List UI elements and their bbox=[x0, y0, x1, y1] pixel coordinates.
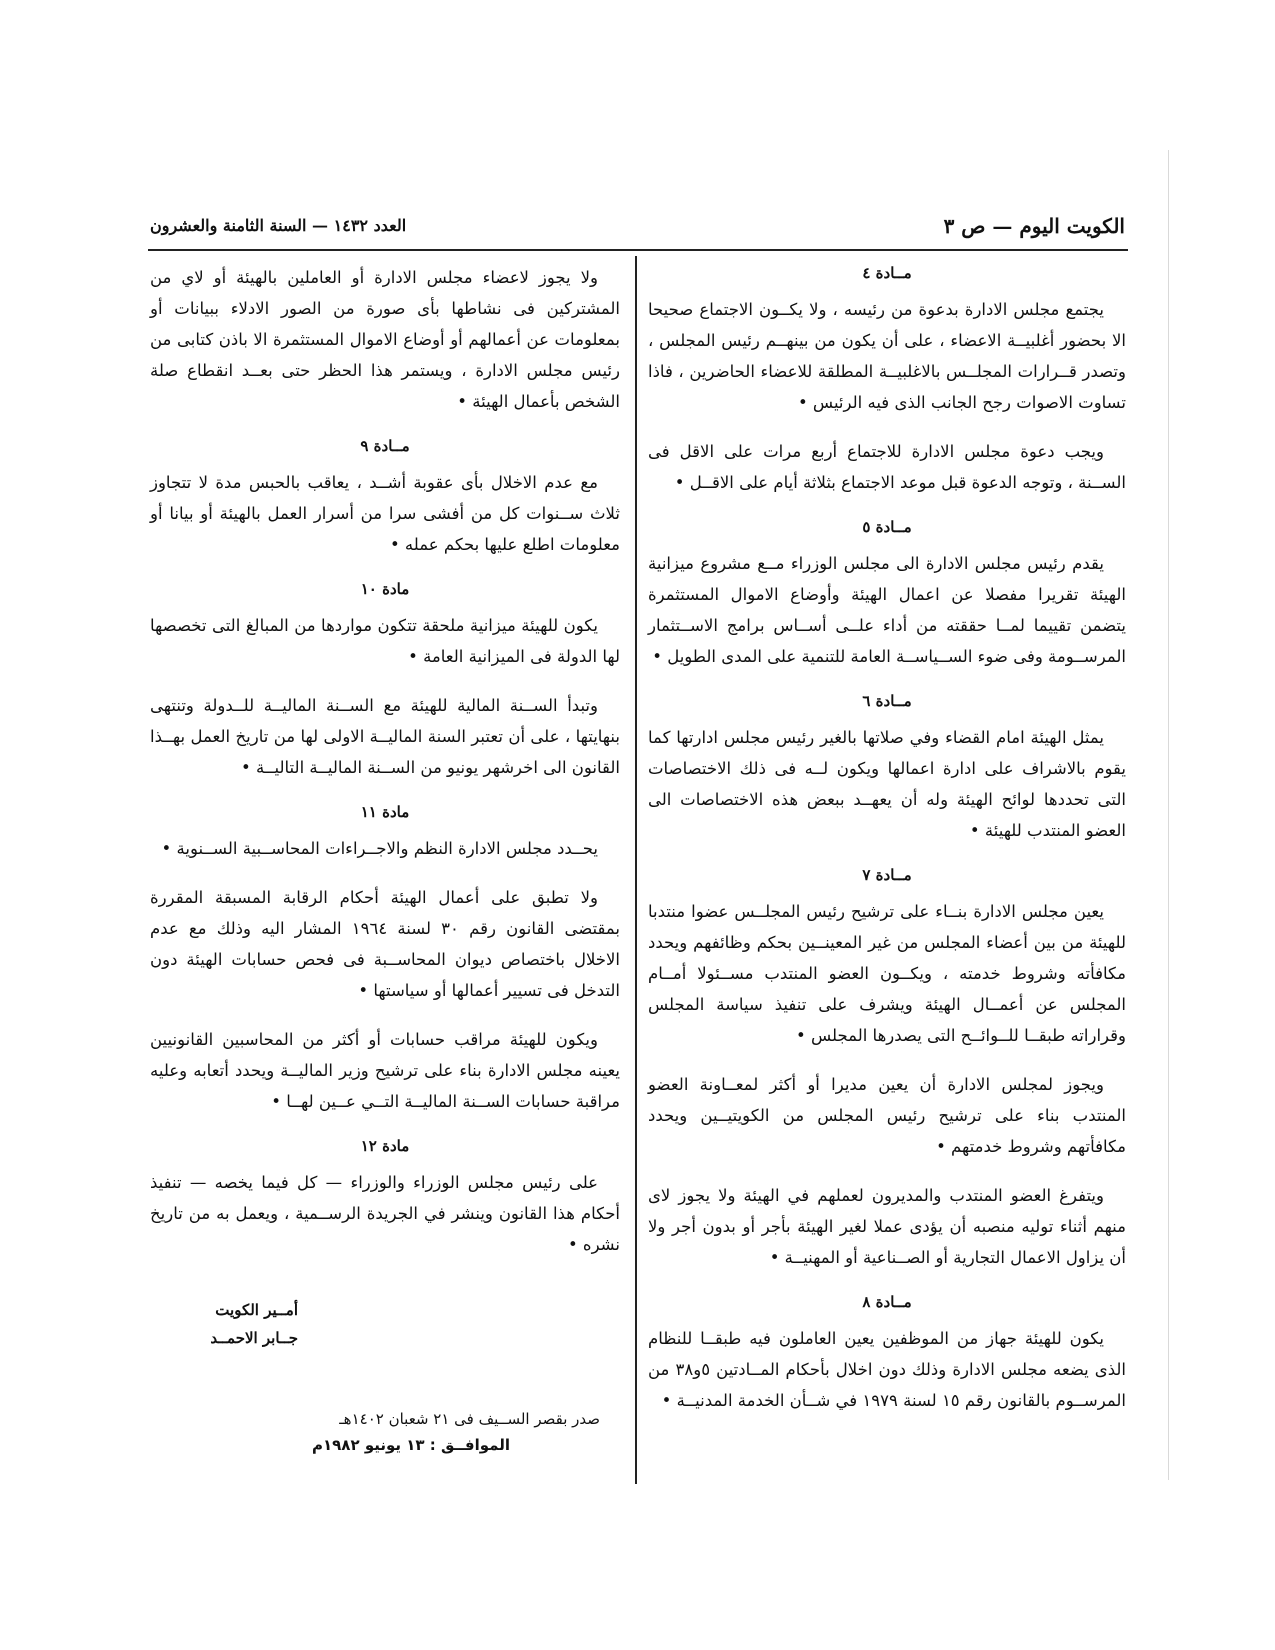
article-block bbox=[648, 262, 1126, 498]
article-heading: مــادة ٧ bbox=[862, 866, 912, 884]
article-block bbox=[648, 690, 1126, 846]
article-paragraph: مع عدم الاخلال بأى عقوبة أشــد ، يعاقب بالحبس مدة لا تتجاوز ثلاث ســنوات كل من أفشى سرا من أسرار العمل بالهيئة أو بيانا أو معلومات اطلع عليها بحكم عمله • bbox=[150, 473, 620, 554]
article-block bbox=[648, 864, 1126, 1273]
article-paragraph: يجتمع مجلس الادارة بدعوة من رئيسه ، ولا يكــون الاجتماع صحيحا الا بحضور أغلبيــة الاعضاء ، على أن يكون من بينهــم رئيس المجلس ، وتصدر قــرارات المجلــس بالاغلبيــة المطلقة للاعضاء الحاضرين ، فاذا تساوت الاصوات رجح الجانب الذى فيه الرئيس • bbox=[648, 300, 1126, 412]
issued-corresponding-date: الموافــق : ١٣ يونيو ١٩٨٢م bbox=[312, 1436, 510, 1454]
header-rule bbox=[148, 249, 1128, 251]
article-block bbox=[150, 1135, 620, 1260]
article-paragraph: ويكون للهيئة مراقب حسابات أو أكثر من المحاسبين القانونيين يعينه مجلس الادارة بناء على ترشيح وزير الماليــة ويحدد أتعابه وعليه مراقبة حسابات الســنة الماليــة التــي عــين لهــا • bbox=[150, 1030, 620, 1111]
article-paragraph: يمثل الهيئة امام القضاء وفي صلاتها بالغير رئيس مجلس ادارتها كما يقوم بالاشراف على ادارة اعمالها ويكون لــه فى ذلك الاختصاصات التى تحددها لوائح الهيئة وله أن يعهــد ببعض هذه الاختصاصات الى العضو المنتدب للهيئة • bbox=[648, 728, 1126, 840]
issued-block bbox=[230, 1406, 600, 1458]
left-column bbox=[150, 262, 620, 1278]
article-block bbox=[150, 801, 620, 1117]
article-block bbox=[150, 262, 620, 417]
article-heading: مادة ١٠ bbox=[360, 580, 410, 598]
article-paragraph: يقدم رئيس مجلس الادارة الى مجلس الوزراء مــع مشروع ميزانية الهيئة تقريرا مفصلا عن اعمال الهيئة وأوضاع الاموال المستثمرة يتضمن تقييما لمــا حققته من أداء علــى أســاس برامج الاســتثمار المرســومة وفى ضوء الســياســة العامة للتنمية على المدى الطويل • bbox=[648, 554, 1126, 666]
article-paragraph: ويجب دعوة مجلس الادارة للاجتماع أربع مرات على الاقل فى الســنة ، وتوجه الدعوة قبل موعد الاجتماع بثلاثة أيام على الاقــل • bbox=[648, 442, 1126, 492]
article-paragraph: يعين مجلس الادارة بنــاء على ترشيح رئيس المجلــس عضوا منتدبا للهيئة من بين أعضاء المجلس من غير المعينــين بحكم وظائفهم ويحدد مكافأته وشروط خدمته ، ويكــون العضو المنتدب مســئولا أمــام المجلس عن أعمــال الهيئة ويشرف على تنفيذ سياسة المجلس وقراراته طبقــا للــوائــح التى يصدرها المجلس • bbox=[648, 902, 1126, 1045]
article-heading: مــادة ٨ bbox=[862, 1293, 912, 1311]
scan-edge-line bbox=[1168, 150, 1169, 1480]
article-paragraph: وتبدأ الســنة المالية للهيئة مع الســنة الماليــة للــدولة وتنتهى بنهايتها ، على أن تعتبر السنة الماليــة الاولى لها من تاريخ العمل بهــذا القانون الى اخرشهر يونيو من الســنة الماليــة التاليــة • bbox=[150, 696, 620, 777]
issued-place-date: صدر بقصر الســيف فى ٢١ شعبان ١٤٠٢هـ bbox=[339, 1410, 600, 1428]
article-heading: مــادة ٥ bbox=[862, 518, 912, 536]
article-block bbox=[150, 578, 620, 783]
page-header-issue: العدد ١٤٣٢ — السنة الثامنة والعشرون bbox=[150, 216, 407, 235]
signature-block bbox=[138, 1296, 298, 1352]
column-divider bbox=[635, 256, 637, 1484]
article-block bbox=[648, 516, 1126, 672]
article-paragraph: على رئيس مجلس الوزراء والوزراء — كل فيما يخصه — تنفيذ أحكام هذا القانون وينشر في الجريدة الرســمية ، ويعمل به من تاريخ نشره • bbox=[150, 1173, 620, 1254]
article-heading: مادة ١٢ bbox=[360, 1137, 410, 1155]
signature-title: أمــير الكويت bbox=[215, 1301, 298, 1319]
right-column bbox=[648, 262, 1126, 1434]
article-heading: مادة ١١ bbox=[360, 803, 410, 821]
article-heading: مــادة ٩ bbox=[360, 437, 410, 455]
article-paragraph: ويجوز لمجلس الادارة أن يعين مديرا أو أكثر لمعــاونة العضو المنتدب بناء على ترشيح رئيس المجلس من الكويتيــين ويحدد مكافأتهم وشروط خدمتهم • bbox=[648, 1075, 1126, 1156]
article-paragraph: ولا يجوز لاعضاء مجلس الادارة أو العاملين بالهيئة أو لاي من المشتركين فى نشاطها بأى صورة من الصور الادلاء ببيانات أو بمعلومات عن أعمالهم أو أوضاع الاموال المستثمرة الا باذن كتابى من رئيس مجلس الادارة ، ويستمر هذا الحظر حتى بعــد انقطاع صلة الشخص بأعمال الهيئة • bbox=[150, 268, 620, 411]
page-header-title: الكويت اليوم — ص ٣ bbox=[943, 214, 1125, 238]
article-paragraph: يكون للهيئة جهاز من الموظفين يعين العاملون فيه طبقــا للنظام الذى يضعه مجلس الادارة وذلك دون اخلال بأحكام المــادتين ٥و٣٨ من المرســوم بالقانون رقم ١٥ لسنة ١٩٧٩ في شــأن الخدمة المدنيــة • bbox=[648, 1329, 1126, 1410]
article-paragraph: ويتفرغ العضو المنتدب والمديرون لعملهم في الهيئة ولا يجوز لاى منهم أثناء توليه منصبه أن يؤدى عملا لغير الهيئة بأجر أو بدون أجر ولا أن يزاول الاعمال التجارية أو الصــناعية أو المهنيــة • bbox=[648, 1186, 1126, 1267]
article-paragraph: ولا تطبق على أعمال الهيئة أحكام الرقابة المسبقة المقررة بمقتضى القانون رقم ٣٠ لسنة ١٩٦٤ المشار اليه وذلك مع عدم الاخلال باختصاص ديوان المحاســبة فى فحص حسابات الهيئة دون التدخل فى تسيير أعمالها أو سياستها • bbox=[150, 888, 621, 1000]
article-heading: مــادة ٤ bbox=[862, 264, 912, 282]
signature-name: جــابر الاحمــد bbox=[210, 1329, 298, 1347]
article-block bbox=[648, 1291, 1126, 1416]
article-paragraph: يكون للهيئة ميزانية ملحقة تتكون مواردها من المبالغ التى تخصصها لها الدولة فى الميزانية العامة • bbox=[150, 616, 620, 666]
article-heading: مــادة ٦ bbox=[862, 692, 912, 710]
article-block bbox=[150, 435, 620, 560]
article-paragraph: يحــدد مجلس الادارة النظم والاجــراءات المحاســبية الســنوية • bbox=[161, 839, 598, 858]
